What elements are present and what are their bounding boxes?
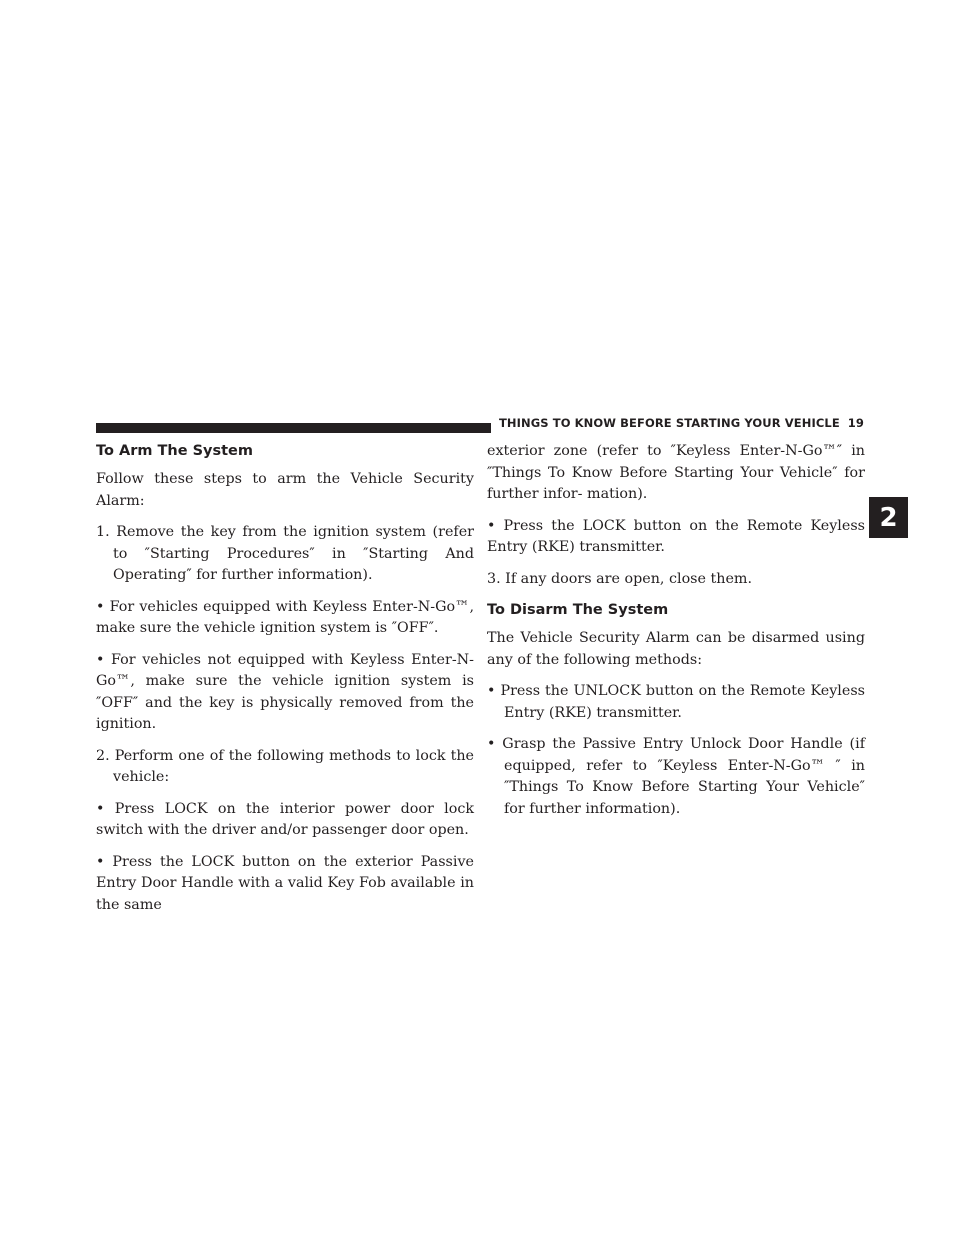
- bullet-passive-unlock: • Grasp the Passive Entry Unlock Door Handle (if equipped, refer to ″Keyless Enter-N-Go™ ″ in ″Things To Know Before Starting Your Vehicle″ for further information).: [487, 736, 865, 817]
- step-2: 2. Perform one of the following methods to lock the vehicle:: [96, 747, 474, 785]
- step-3: 3. If any doors are open, close them.: [487, 570, 753, 587]
- section-title: THINGS TO KNOW BEFORE STARTING YOUR VEHICLE: [498, 416, 840, 430]
- bullet-not-keyless: • For vehicles not equipped with Keyless Enter-N-Go™, make sure the vehicle ignition system is ″OFF″ and the key is physically removed from the ignition.: [96, 651, 474, 732]
- bullet-passive-entry-lock: • Press the LOCK button on the exterior Passive Entry Door Handle with a valid Key Fob available in the same: [96, 853, 474, 913]
- header-rule: [96, 423, 491, 433]
- step-1: 1. Remove the key from the ignition system (refer to ″Starting Procedures″ in ″Starting And Operating″ for further information).: [96, 524, 474, 583]
- running-header: [498, 416, 864, 430]
- left-column: [96, 441, 474, 926]
- chapter-tab: 2: [869, 497, 908, 538]
- bullet-rke-lock: • Press the LOCK button on the Remote Keyless Entry (RKE) transmitter.: [487, 517, 865, 555]
- disarm-heading: To Disarm The System: [487, 602, 669, 618]
- right-column: [487, 441, 865, 830]
- bullet-interior-lock: • Press LOCK on the interior power door lock switch with the driver and/or passenger door open.: [96, 800, 474, 838]
- bullet-rke-unlock: • Press the UNLOCK button on the Remote Keyless Entry (RKE) transmitter.: [487, 683, 865, 721]
- page-number: 19: [847, 416, 864, 430]
- passive-entry-continuation: exterior zone (refer to ″Keyless Enter-N-Go™″ in ″Things To Know Before Starting Your Vehicle″ for further infor- mation).: [487, 443, 865, 502]
- disarm-intro: The Vehicle Security Alarm can be disarmed using any of the following methods:: [487, 630, 865, 668]
- arm-heading: To Arm The System: [96, 443, 254, 459]
- arm-intro: Follow these steps to arm the Vehicle Security Alarm:: [96, 471, 474, 509]
- bullet-keyless: • For vehicles equipped with Keyless Enter-N-Go™, make sure the vehicle ignition system is ″OFF″.: [96, 598, 474, 636]
